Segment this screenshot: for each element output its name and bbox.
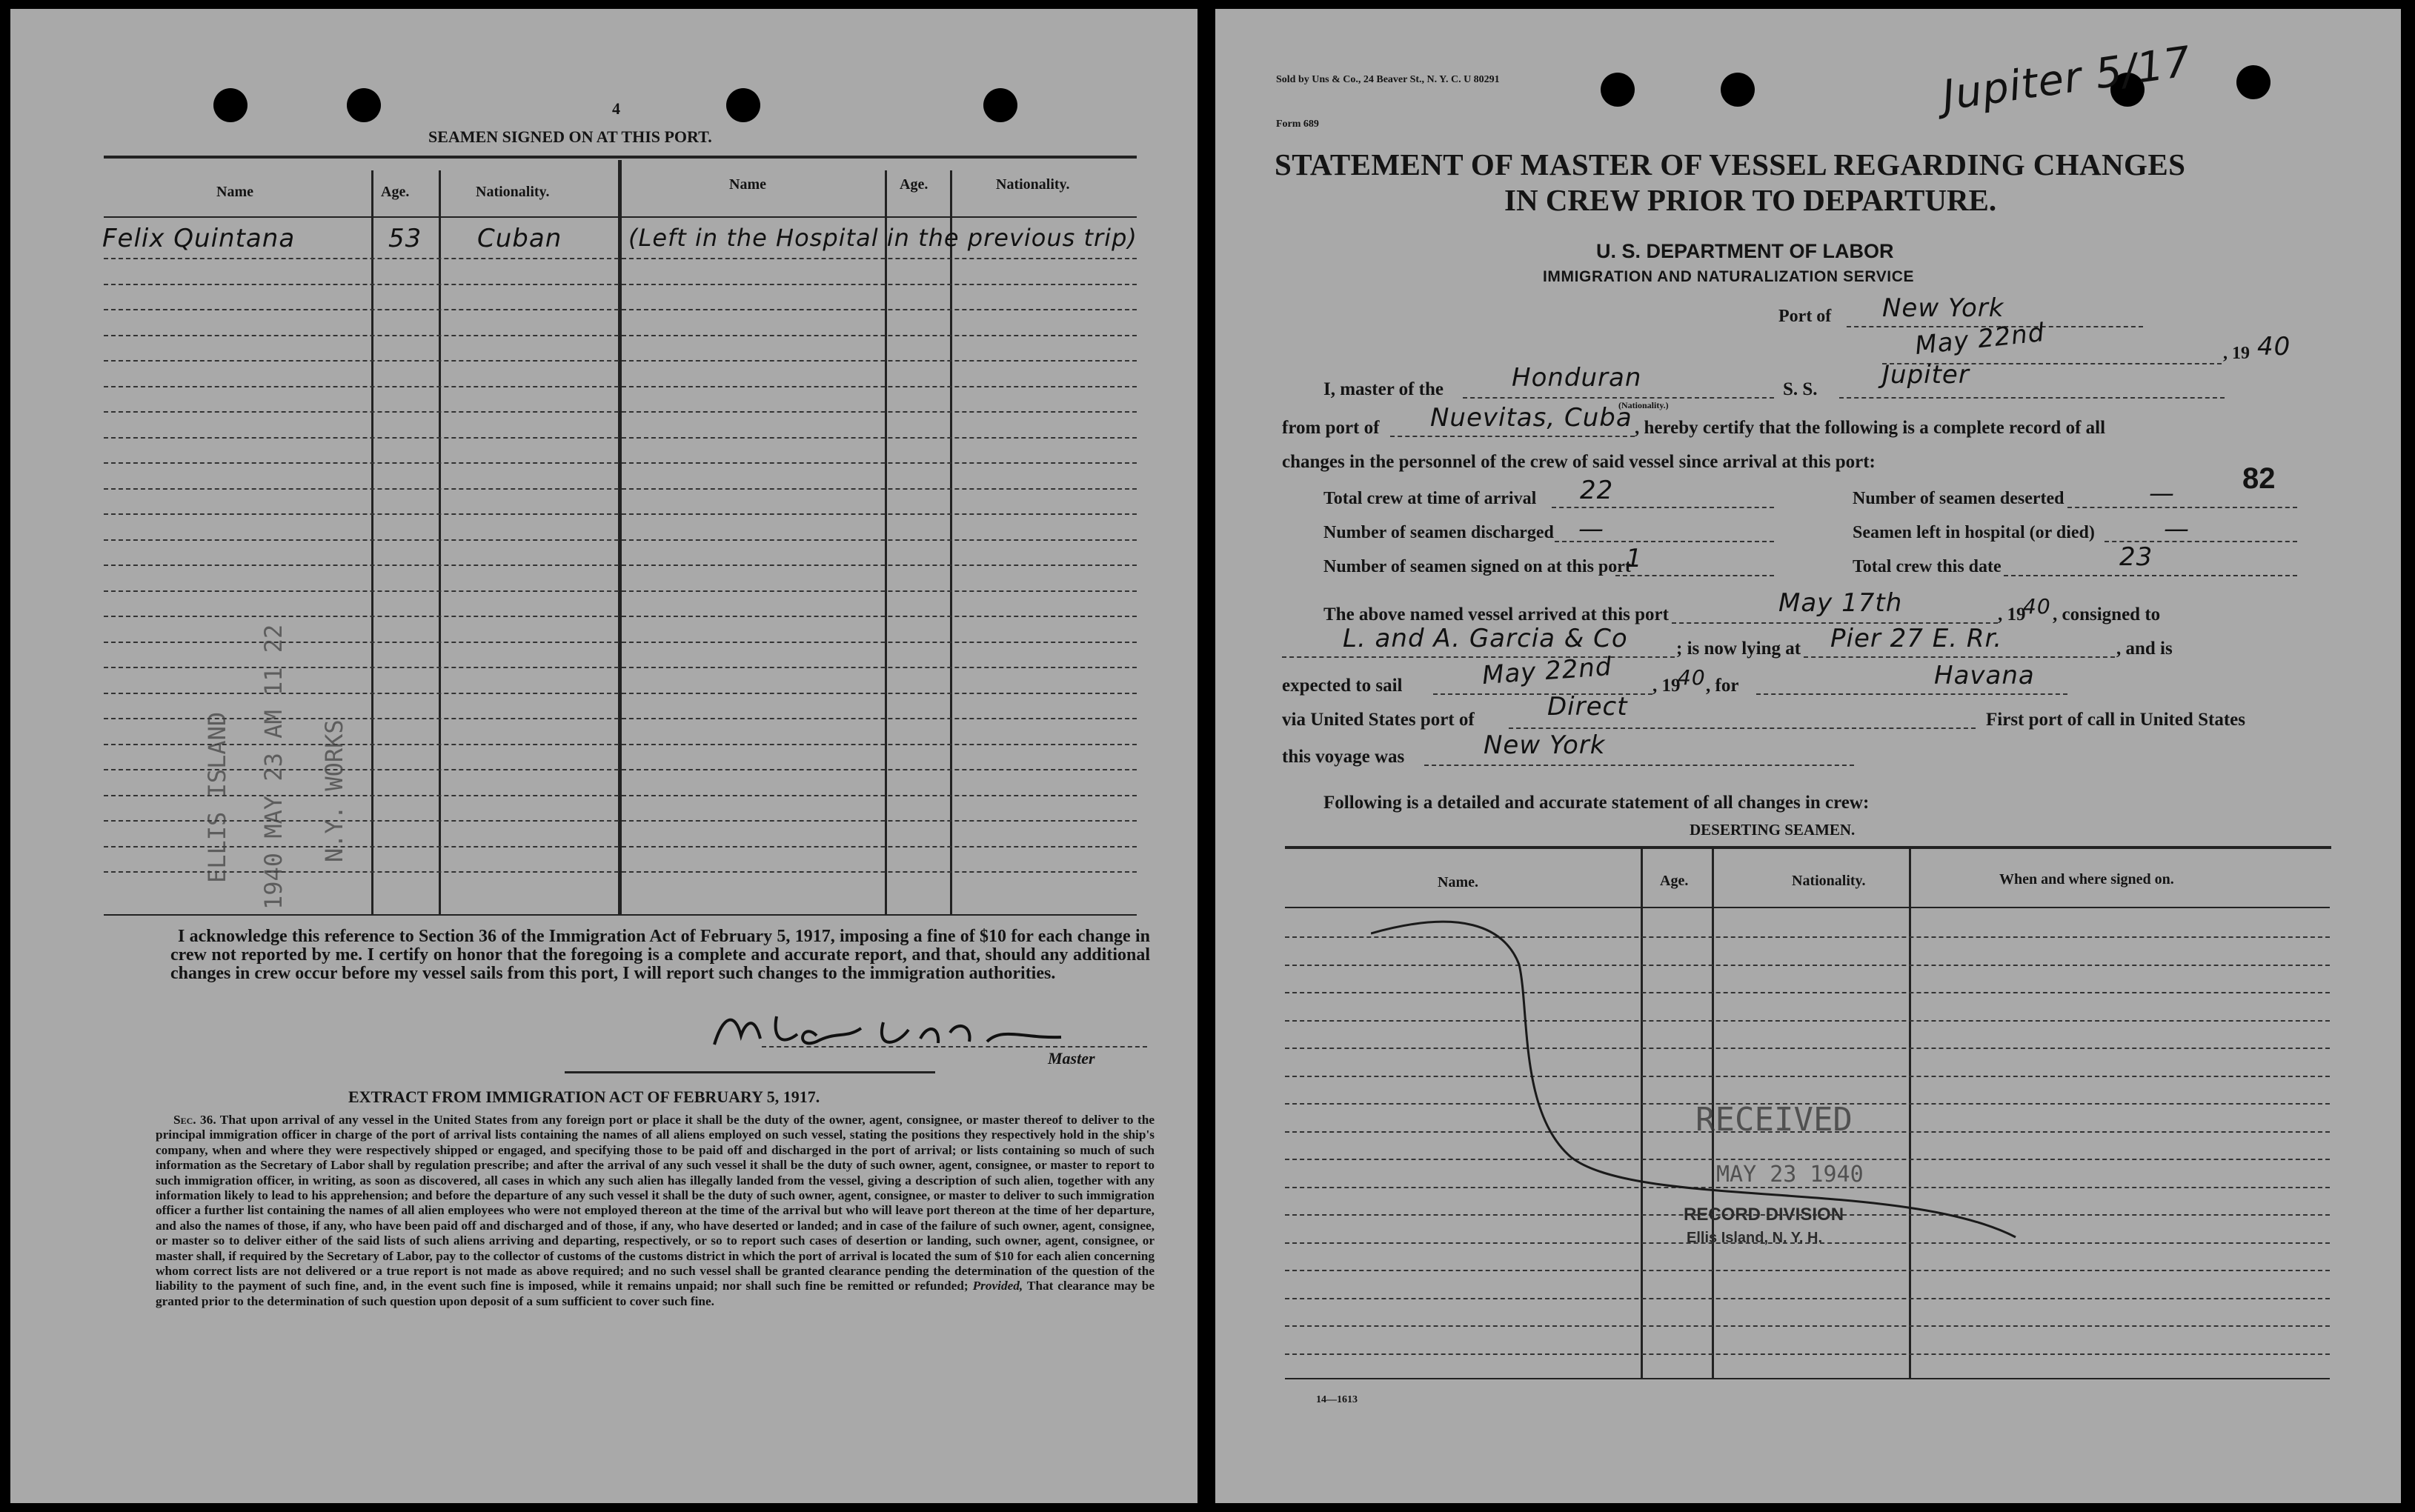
seaman-nationality: Cuban [477,224,562,253]
punch-hole [213,88,248,122]
nationality-caption: (Nationality.) [1618,400,1669,410]
total-crew-arrival: 22 [1580,476,1614,505]
voyage-line [1424,765,1854,766]
total-crew-arrival-label: Total crew at time of arrival [1323,489,1537,508]
table-row-rule [104,616,1137,617]
cancel-mark [1371,913,2053,1246]
deserted-label: Number of seamen deserted [1853,489,2064,508]
service: IMMIGRATION AND NATURALIZATION SERVICE [1543,268,1915,285]
table-row-rule [1285,1353,2330,1355]
via-label: via United States port of [1282,710,1475,730]
deserting-header-rule [1285,907,2330,908]
left-page [10,9,1197,1503]
lying-label: ; is now lying at [1676,639,1801,659]
deserting-table-bottom [1285,1378,2330,1379]
sail-year: 40 [1678,665,1706,690]
received-stamp-division: RECORD DIVISION [1684,1205,1844,1225]
table-row-rule [104,539,1137,541]
signature-caption: Master [1048,1049,1095,1068]
table-row-rule [1285,1298,2330,1299]
lying-value: Pier 27 E. Rr. [1830,624,2003,653]
column-rule [439,170,441,915]
ellis-island-stamp-3: N.Y. WORKS [320,719,348,862]
received-stamp-place: Ellis Island, N. Y. H. [1687,1230,1823,1246]
consigned-label: , consigned to [2053,605,2161,625]
port-label: Port of [1778,307,1832,326]
extract-proviso-label: Provided, [972,1279,1023,1293]
arrived-label: The above named vessel arrived at this port [1323,605,1669,625]
table-row-rule [104,284,1137,285]
certify-text: , hereby certify that the following is a complete record of all [1635,418,2106,438]
hospital-count: — [2164,514,2190,544]
total-crew-date-label: Total crew this date [1853,557,2002,576]
stamped-number: 82 [2242,462,2276,495]
discharged-label: Number of seamen discharged [1323,523,1554,542]
footer-code: 14—1613 [1316,1394,1358,1405]
sail-value: May 22nd [1481,651,1613,691]
vessel-line [1839,397,2225,399]
via-value: Direct [1547,692,1628,722]
changes-text: changes in the personnel of the crew of said vessel since arrival at this port: [1282,452,1876,472]
printer-line: Sold by Uns & Co., 24 Beaver St., N. Y. C. U 80291 [1276,74,1500,85]
sail-year-label: , 19 [1652,676,1681,696]
col-header-age-2: Age. [900,176,929,193]
extract-title: EXTRACT FROM IMMIGRATION ACT OF FEBRUARY 5, 1917. [348,1088,820,1106]
table-row-rule [104,564,1137,566]
arrived-year: 40 [2023,594,2051,619]
master-signature [705,994,1091,1061]
deserting-title: DESERTING SEAMEN. [1690,821,1856,839]
signed-on-label: Number of seamen signed on at this port [1323,557,1631,576]
destination: Havana [1934,661,2035,690]
handwritten-ship-note: Jupiter 5/17 [1939,37,2194,121]
table-row-rule [104,488,1137,490]
table-bottom-rule [104,914,1137,916]
port-value: New York [1882,293,2004,323]
form-number: Form 689 [1276,119,1319,130]
ellis-island-stamp-1: ELLIS ISLAND [203,711,231,883]
col-header-name-2: Name [729,176,766,193]
column-rule [618,160,622,915]
form-title-line-1: STATEMENT OF MASTER OF VESSEL REGARDING CHANGES [1275,147,2186,181]
sail-label: expected to sail [1282,676,1403,696]
section-title: SEAMEN SIGNED ON AT THIS PORT. [428,127,712,146]
voyage-value: New York [1484,730,1606,760]
for-label: , for [1706,676,1739,696]
total-crew-arrival-line [1552,507,1774,508]
and-is-text: , and is [2116,639,2173,659]
table-row-rule [104,437,1137,439]
punch-hole [1721,73,1755,107]
seaman-remark: (Left in the Hospital in the previous trip) [628,224,1137,252]
deserted-count: — [2149,479,2175,508]
discharged-count: — [1578,514,1604,544]
voyage-label: this voyage was [1282,747,1405,767]
punch-hole [726,88,760,122]
seaman-name: Felix Quintana [102,224,296,253]
received-stamp-date: MAY 23 1940 [1716,1162,1864,1188]
from-port-label: from port of [1282,418,1380,438]
arrived-year-label: , 19 [1998,605,2026,625]
deserting-col-nationality: Nationality. [1792,873,1866,889]
signature-line [762,1046,1147,1048]
deserting-col-age: Age. [1660,873,1689,889]
from-port-line [1390,436,1635,437]
punch-hole [2236,65,2271,99]
table-row-rule [104,462,1137,464]
col-header-age: Age. [381,184,410,200]
from-port-value: Nuevitas, Cuba [1430,403,1632,433]
deserted-line [2067,507,2297,508]
page-number: 4 [612,99,620,118]
total-crew-date: 23 [2119,542,2153,572]
extract-label: Sec. 36. [173,1113,216,1127]
nationality-value: Honduran [1512,363,1642,393]
nationality-line [1463,397,1774,399]
total-crew-date-line [2004,575,2297,576]
signed-on-line [1615,575,1774,576]
date-value: May 22nd [1913,317,2047,362]
signed-on-count: 1 [1626,544,1643,573]
consignee-line [1282,656,1675,658]
extract-text [156,1113,1155,1309]
punch-hole [1601,73,1635,107]
following-text: Following is a detailed and accurate statement of all changes in crew: [1323,793,1870,813]
year-value: 40 [2257,332,2291,362]
deserting-table-top [1285,846,2331,849]
deserting-col-when-where: When and where signed on. [1999,871,2174,887]
ellis-island-stamp-2: 1940 MAY 23 AM 11 22 [259,624,288,910]
extract-proviso: That clearance may be granted prior to the determination of such question upon deposit of a sum sufficient to cover such fine. [156,1279,1155,1308]
header-rule [104,216,1137,218]
consignee: L. and A. Garcia & Co [1343,624,1628,653]
arrived-value: May 17th [1778,588,1903,618]
table-row-rule [104,386,1137,387]
table-row-rule [1285,1325,2330,1327]
table-row-rule [104,360,1137,362]
lying-line [1804,656,2115,658]
table-row-rule [1285,1270,2330,1271]
seaman-age: 53 [388,224,422,253]
punch-hole [347,88,381,122]
form-title-line-2: IN CREW PRIOR TO DEPARTURE. [1504,183,1997,217]
table-row-rule [104,513,1137,515]
year-prefix: , 19 [2223,344,2250,363]
via-line [1509,727,1976,729]
acknowledgement-text: I acknowledge this reference to Section 36 of the Immigration Act of February 5, 1917, imposing a fine of $10 for each change in crew not reported by me. I certify on honor that the foregoing is a complete and accurate report, and that, should any additional changes in crew occur before my vessel sails from this port, I will report such changes to the immigration authorities. [170,927,1150,983]
extract-divider [565,1071,935,1073]
table-row-rule [104,411,1137,413]
right-page [1215,9,2401,1503]
first-port-label: First port of call in United States [1986,710,2245,730]
received-stamp-title: RECEIVED [1695,1101,1853,1139]
hospital-label: Seamen left in hospital (or died) [1853,523,2095,542]
column-rule [885,170,887,915]
extract-body: That upon arrival of any vessel in the United States from any foreign port or place it shall be the duty of the owner, agent, consignee, or master thereof to deliver to the principal immigration officer in charge of the port of arrival lists containing the names of all aliens employed on such vessel, stating the positions they respectively hold in the ship's company, when and where they were respectively shipped or engaged, and specifying those to be paid off and discharged in the port of arrival; or lists containing so much of such information as the Secretary of Labor shall by regulation prescribe; and after the arrival of any such vessel it shall be the duty of such owner, agent, consignee, or master to report to such immigration officer, in writing, as soon as discovered, all cases in which any such alien has illegally landed from the vessel, giving a description of such alien, together with any information likely to lead to his apprehension; and before the departure of any such vessel it shall be the duty of such owner, agent, consignee, or master to deliver to such immigration officer a further list containing the names of all alien employees who were not employed thereon at the time of the arrival but who will leave port thereon at the time of her departure, and also the names of those, if any, who have been paid off and discharged and of those, if any, who have deserted or landed; and in case of the failure of such owner, agent, consignee, or master so to deliver either of the said lists of such aliens arriving and departing, respectively, or so to report such cases of desertion or landing, such owner, agent, consignee, or master shall, if required by the Secretary of Labor, pay to the collector of customs of the customs district in which the port of arrival is located the sum of $10 for each alien concerning whom correct lists are not delivered or a true report is not made as above required; and no such vessel shall be granted clearance pending the determination of the question of the liability to the payment of such fine, and, in the event such fine is imposed, while it remains unpaid; nor shall such fine be remitted or refunded; [156,1113,1155,1293]
department: U. S. DEPARTMENT OF LABOR [1596,240,1894,262]
table-top-rule [104,156,1137,159]
col-header-nationality-2: Nationality. [996,176,1070,193]
col-header-name: Name [216,184,253,200]
table-row-rule [104,335,1137,336]
col-header-nationality: Nationality. [476,184,550,200]
destination-line [1756,693,2067,695]
table-row-rule [104,309,1137,310]
table-row-rule [104,590,1137,592]
vessel-name: Jupiter [1882,360,1970,390]
master-label: I, master of the [1323,379,1444,399]
column-rule [371,170,373,915]
ss-label: S. S. [1783,379,1818,399]
column-rule [950,170,952,915]
punch-hole [983,88,1017,122]
table-row-rule [104,258,1137,259]
deserting-col-name: Name. [1438,874,1478,890]
